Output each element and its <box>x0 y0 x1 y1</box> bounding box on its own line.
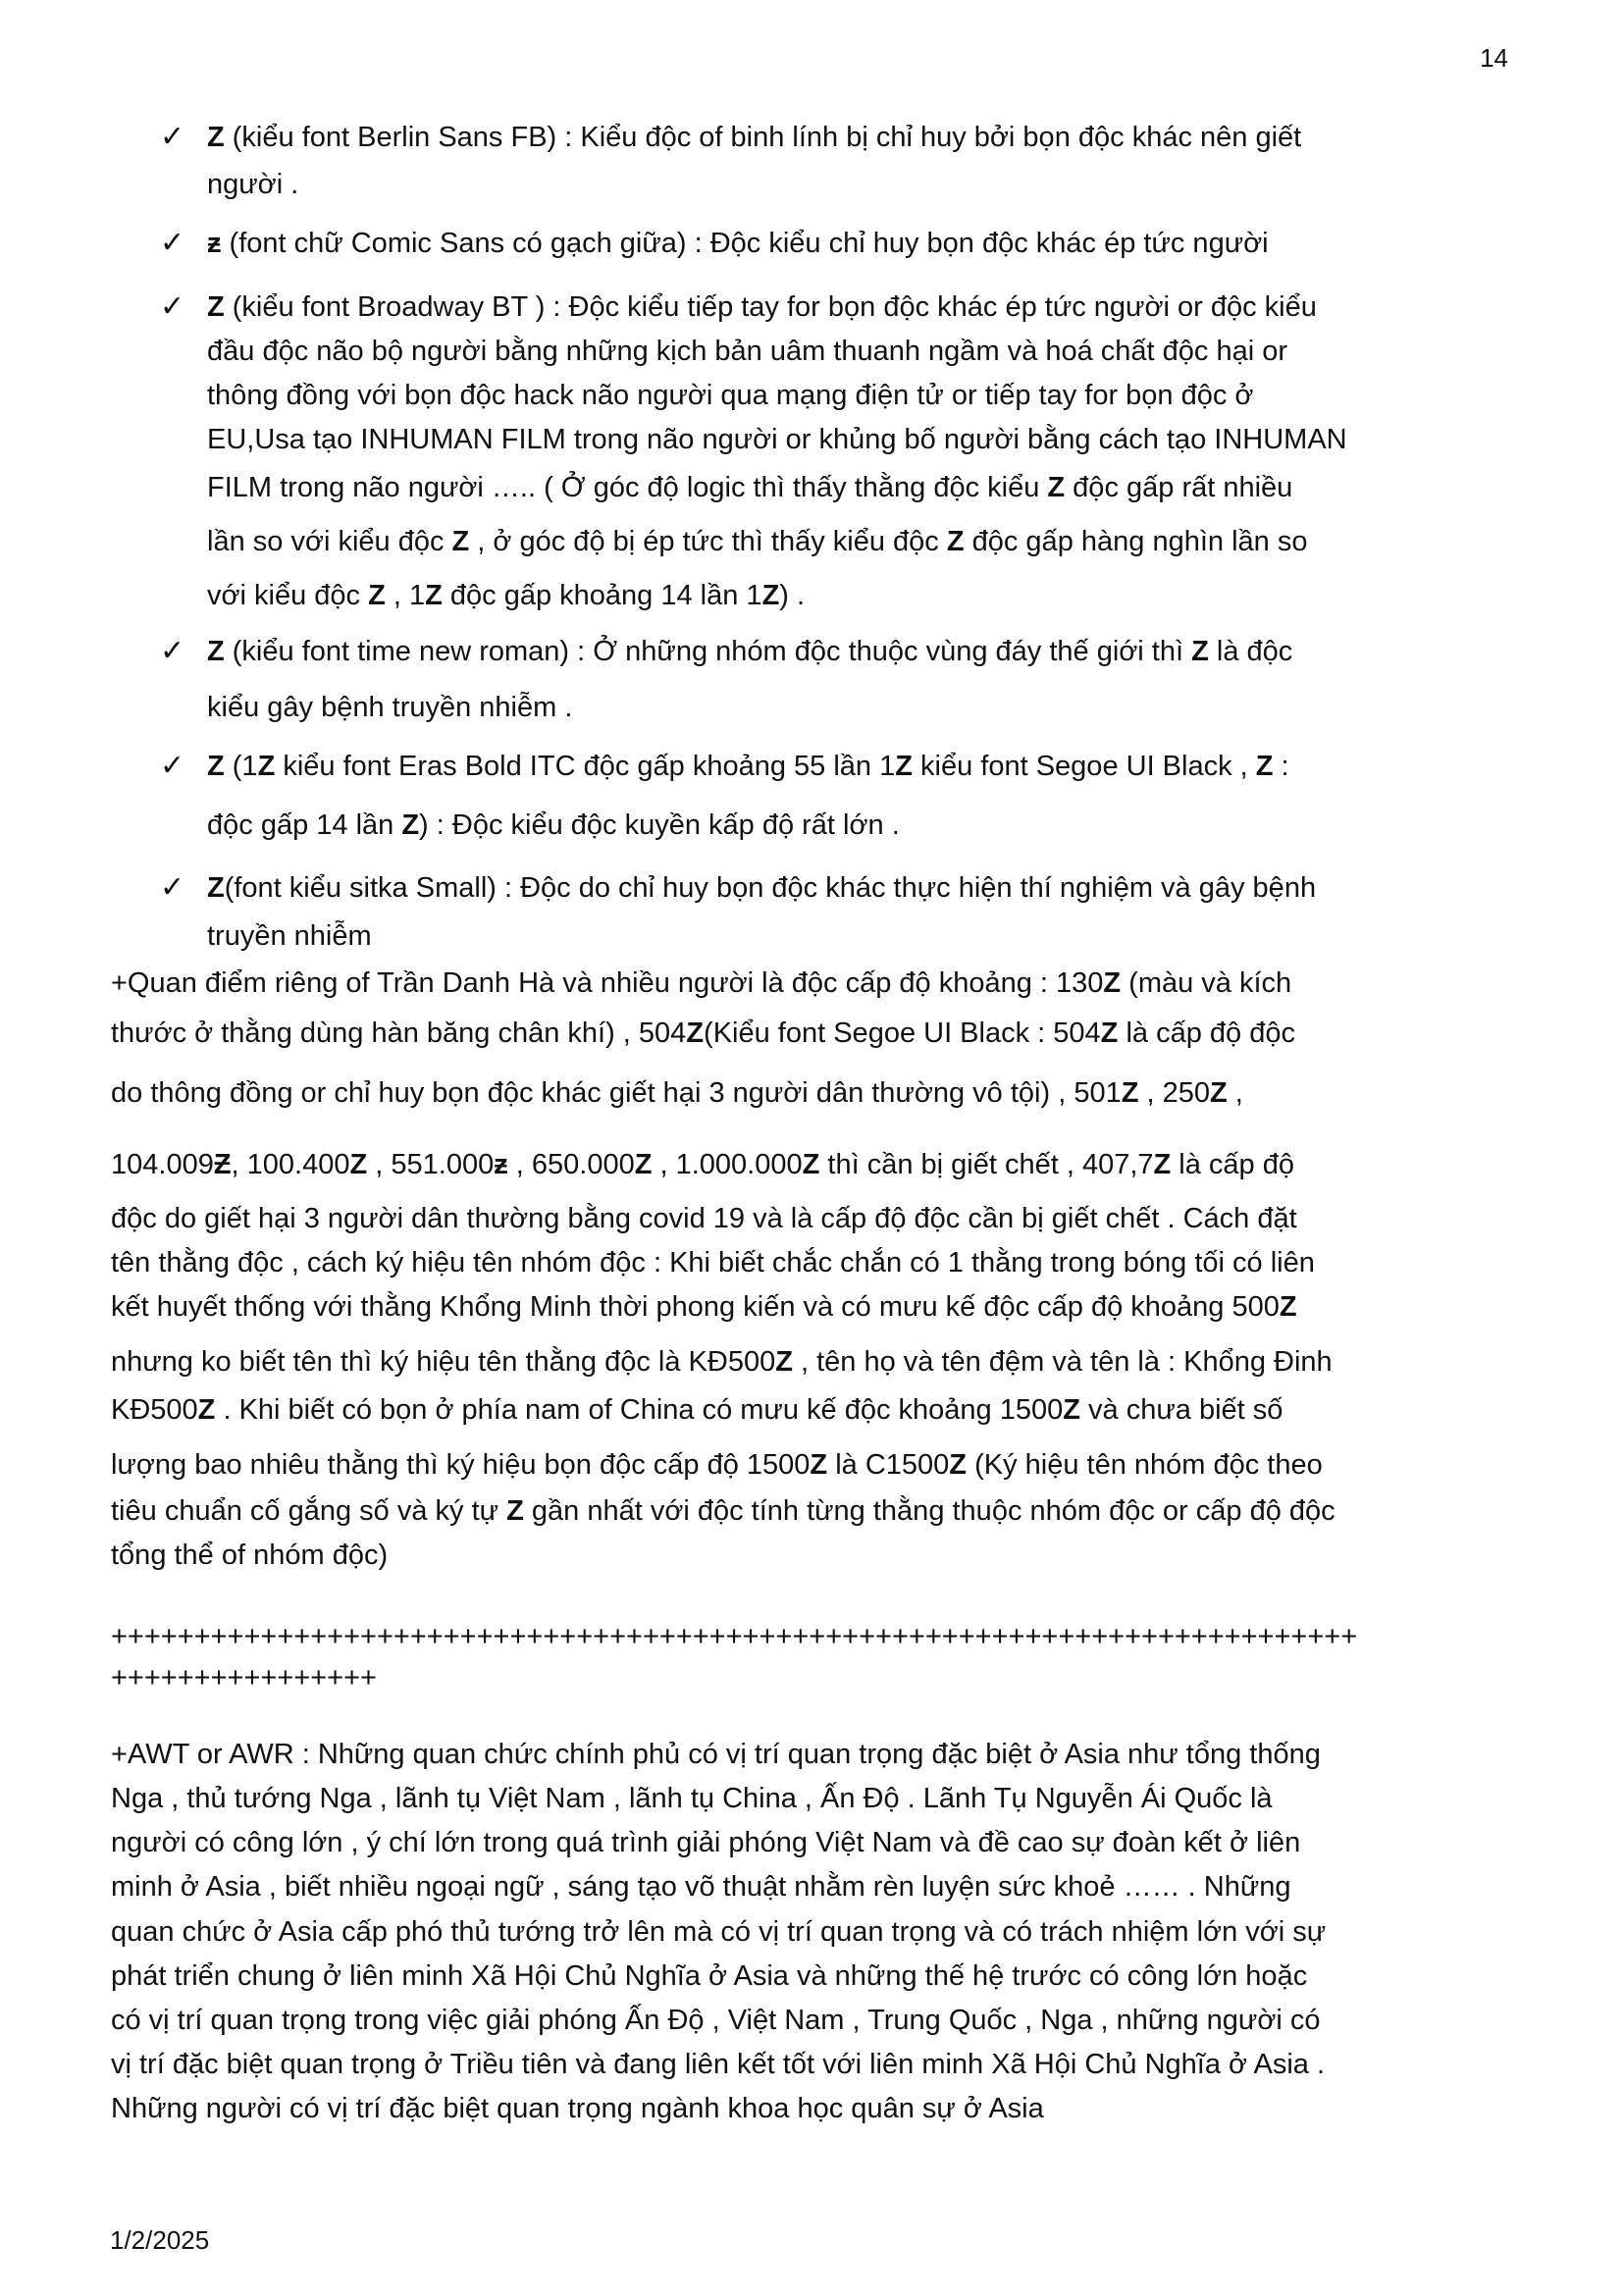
z-symbol: Z <box>946 526 965 557</box>
paragraph-line: KĐ500Z . Khi biết có bọn ở phía nam of China có mưu kế độc khoảng 1500Z và chưa biết số <box>111 1394 1283 1426</box>
page-number: 14 <box>1480 43 1508 73</box>
paragraph-line: tiêu chuẩn cố gắng số và ký tự Z gần nhất với độc tính từng thằng thuộc nhóm độc or cấp độ độc <box>111 1495 1336 1527</box>
paragraph-line: kết huyết thống với thằng Khổng Minh thời phong kiến và có mưu kế độc cấp độ khoảng 500Z <box>111 1291 1297 1323</box>
paragraph-line: thước ở thằng dùng hàn băng chân khí) , 504Z(Kiểu font Segoe UI Black : 504Z là cấp độ độc <box>111 1018 1295 1049</box>
paragraph-line: minh ở Asia , biết nhiều ngoại ngữ , sáng tạo võ thuật nhằm rèn luyện sức khoẻ …… . Những <box>111 1871 1291 1903</box>
paragraph-line: độc do giết hại 3 người dân thường bằng covid 19 và là cấp độ độc cần bị giết chết . Cách đặt <box>111 1203 1297 1234</box>
z-symbol: Z <box>686 1018 705 1049</box>
z-symbol: Z <box>895 751 913 782</box>
z-symbol: Z <box>451 526 470 557</box>
bullet-text-line: kiểu gây bệnh truyền nhiễm . <box>207 692 573 723</box>
z-symbol: Z <box>197 1394 216 1426</box>
z-symbol: Z <box>949 1449 968 1481</box>
z-symbol: Z <box>634 1149 653 1180</box>
bullet-text-line: người . <box>207 169 299 200</box>
z-symbol: Z <box>349 1149 368 1180</box>
bullet-text-line: đầu độc não bộ người bằng những kịch bản uâm thuanh ngầm và hoá chất độc hại or <box>207 336 1288 367</box>
z-symbol: Z <box>1063 1394 1080 1426</box>
paragraph-line: nhưng ko biết tên thì ký hiệu tên thằng độc là KĐ500Z , tên họ và tên đệm và tên là : Khổng Đinh <box>111 1346 1333 1378</box>
z-symbol: Z <box>207 636 225 667</box>
paragraph-line: Những người có vị trí đặc biệt quan trọng ngành khoa học quân sự ở Asia <box>111 2093 1044 2124</box>
paragraph-line: 104.009Ƶ, 100.400Z , 551.000ƶ , 650.000Z , 1.000.000Z thì cần bị giết chết , 407,7Z là cấp độ <box>111 1149 1294 1180</box>
check-icon: ✓ <box>160 870 185 905</box>
check-icon: ✓ <box>160 120 185 154</box>
separator-line: ++++++++++++++++ <box>111 1662 377 1694</box>
z-symbol: Z <box>1153 1149 1172 1180</box>
z-symbol: Z <box>368 580 386 611</box>
z-symbol: Ƶ <box>213 1149 232 1180</box>
paragraph-line: người có công lớn , ý chí lớn trong quá trình giải phóng Việt Nam và đề cao sự đoàn kết ở liên <box>111 1827 1301 1858</box>
z-symbol: Z <box>257 751 276 782</box>
z-symbol: Z <box>1121 1077 1139 1109</box>
paragraph-line: có vị trí quan trọng trong việc giải phóng Ấn Độ , Việt Nam , Trung Quốc , Nga , những người có <box>111 2005 1321 2036</box>
bullet-text-line: Z (1Z kiểu font Eras Bold ITC độc gấp khoảng 55 lần 1Z kiểu font Segoe UI Black , Z : <box>207 751 1289 782</box>
paragraph-line: do thông đồng or chỉ huy bọn độc khác giết hại 3 người dân thường vô tội) , 501Z , 250Z , <box>111 1077 1243 1109</box>
paragraph-line: quan chức ở Asia cấp phó thủ tướng trở lên mà có vị trí quan trọng và có trách nhiệm lớn với sự <box>111 1916 1327 1948</box>
paragraph-line: tên thằng độc , cách ký hiệu tên nhóm độc : Khi biết chắc chắn có 1 thằng trong bóng tối có liên <box>111 1247 1315 1278</box>
z-symbol: Z <box>761 580 780 611</box>
bullet-text-line: truyền nhiễm <box>207 920 372 952</box>
bullet-text-line: FILM trong não người ….. ( Ở góc độ logic thì thấy thằng độc kiểu Z độc gấp rất nhiều <box>207 472 1293 503</box>
z-symbol: Z <box>1255 751 1274 782</box>
z-symbol: Z <box>1210 1077 1228 1109</box>
bullet-text-line: Z (kiểu font Berlin Sans FB) : Kiểu độc of binh lính bị chỉ huy bởi bọn độc khác nên giết <box>207 122 1302 153</box>
z-symbol: ƶ <box>207 228 222 259</box>
z-symbol: Z <box>401 809 420 841</box>
paragraph-line: lượng bao nhiêu thằng thì ký hiệu bọn độc cấp độ 1500Z là C1500Z (Ký hiệu tên nhóm độc theo <box>111 1449 1323 1481</box>
z-symbol: Z <box>1279 1291 1297 1323</box>
paragraph-line: Nga , thủ tướng Nga , lãnh tụ Việt Nam , lãnh tụ China , Ấn Độ . Lãnh Tụ Nguyễn Ái Quốc là <box>111 1783 1273 1814</box>
z-symbol: Z <box>425 580 443 611</box>
z-symbol: ƶ <box>494 1149 508 1180</box>
check-icon: ✓ <box>160 634 185 668</box>
z-symbol: Z <box>802 1149 820 1180</box>
separator-line: +++++++++++++++++++++++++++++++++++++++++++++++++++++++++++++++++++++++++++ <box>111 1621 1358 1652</box>
bullet-text-line: EU,Usa tạo INHUMAN FILM trong não người or khủng bố người bằng cách tạo INHUMAN <box>207 424 1347 455</box>
z-symbol: Z <box>207 122 225 153</box>
bullet-text-line: lần so với kiểu độc Z , ở góc độ bị ép tức thì thấy kiểu độc Z độc gấp hàng nghìn lần so <box>207 526 1308 557</box>
bullet-text-line: Z(font kiểu sitka Small) : Độc do chỉ huy bọn độc khác thực hiện thí nghiệm và gây bệnh <box>207 872 1317 904</box>
check-icon: ✓ <box>160 749 185 783</box>
bullet-text-line: độc gấp 14 lần Z) : Độc kiểu độc kuyền kấp độ rất lớn . <box>207 809 900 841</box>
z-symbol: Z <box>1047 472 1066 503</box>
check-icon: ✓ <box>160 226 185 260</box>
z-symbol: Z <box>506 1495 524 1527</box>
paragraph-line: +Quan điểm riêng of Trần Danh Hà và nhiều người là độc cấp độ khoảng : 130Z (màu và kích <box>111 967 1292 999</box>
z-symbol: Z <box>1100 1018 1119 1049</box>
paragraph-line: tổng thể of nhóm độc) <box>111 1539 389 1571</box>
bullet-text-line: Z (kiểu font Broadway BT ) : Độc kiểu tiếp tay for bọn độc khác ép tức người or độc kiểu <box>207 291 1317 323</box>
paragraph-line: +AWT or AWR : Những quan chức chính phủ có vị trí quan trọng đặc biệt ở Asia như tổng thống <box>111 1739 1321 1770</box>
footer-date: 1/2/2025 <box>110 2225 210 2255</box>
z-symbol: Z <box>1103 967 1122 999</box>
bullet-text-line: Z (kiểu font time new roman) : Ở những nhóm độc thuộc vùng đáy thế giới thì Z là độc <box>207 636 1293 667</box>
bullet-text-line: với kiểu độc Z , 1Z độc gấp khoảng 14 lần 1Z) . <box>207 580 806 611</box>
z-symbol: Z <box>1191 636 1209 667</box>
check-icon: ✓ <box>160 289 185 324</box>
z-symbol: Z <box>207 751 225 782</box>
paragraph-line: phát triển chung ở liên minh Xã Hội Chủ Nghĩa ở Asia và những thế hệ trước có công lớn hoặc <box>111 1960 1308 1992</box>
bullet-text-line: thông đồng với bọn độc hack não người qua mạng điện tử or tiếp tay for bọn độc ở <box>207 380 1254 411</box>
z-symbol: Z <box>810 1449 828 1481</box>
paragraph-line: vị trí đặc biệt quan trọng ở Triều tiên và đang liên kết tốt với liên minh Xã Hội Chủ Nghĩa ở Asia . <box>111 2049 1326 2080</box>
z-symbol: Z <box>207 291 225 323</box>
z-symbol: Z <box>207 872 225 904</box>
z-symbol: Z <box>775 1346 793 1378</box>
bullet-text-line: ƶ (font chữ Comic Sans có gạch giữa) : Độc kiểu chỉ huy bọn độc khác ép tức người <box>207 228 1269 259</box>
